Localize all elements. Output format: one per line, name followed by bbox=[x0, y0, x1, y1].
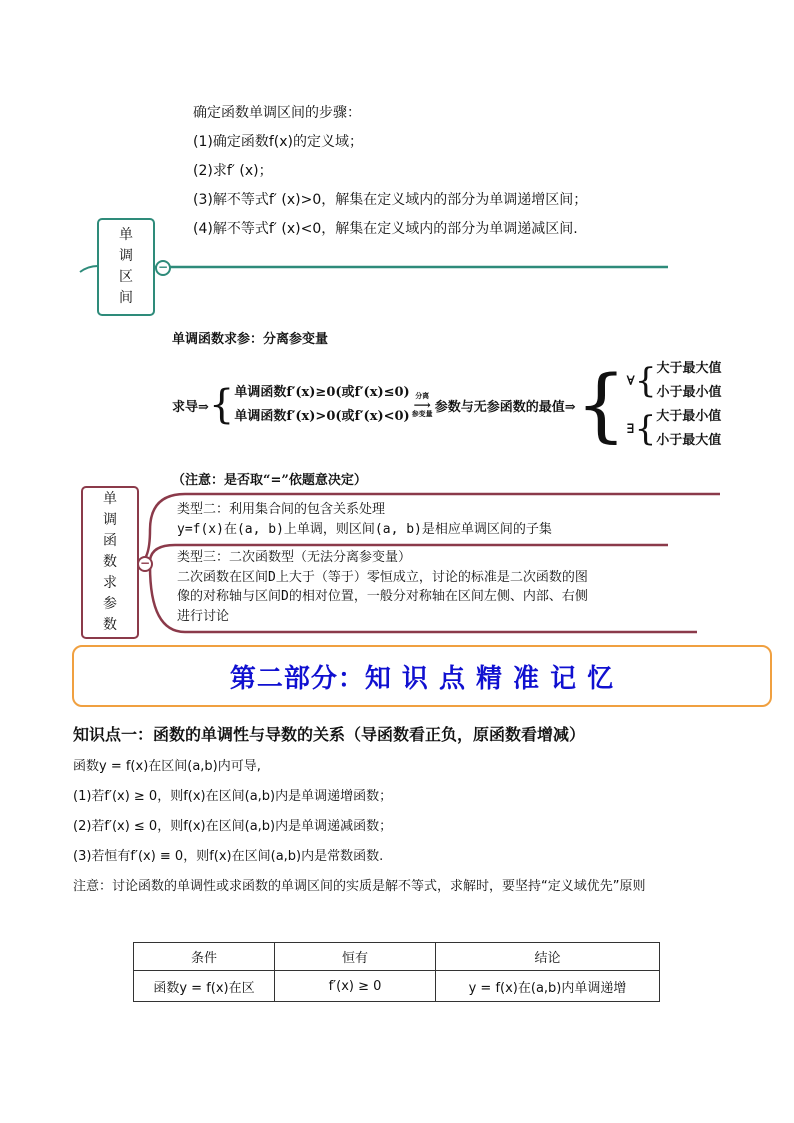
arrow: 分离 ⟶ 参变量 bbox=[411, 391, 433, 418]
node-char: 间 bbox=[119, 290, 133, 306]
arrow-label: 参变量 bbox=[411, 409, 433, 418]
type2-title: 类型二：利用集合间的包含关系处理 bbox=[177, 502, 386, 517]
node-char: 数 bbox=[103, 617, 117, 633]
kp1-line: (2)若f′(x) ≤ 0，则f(x)在区间(a,b)内是单调递减函数； bbox=[73, 819, 393, 834]
step-item: (3)解不等式f′ (x)>0，解集在定义域内的部分为单调递增区间； bbox=[193, 192, 588, 208]
table-header-row bbox=[134, 943, 660, 971]
summary-table bbox=[133, 942, 660, 1002]
type3-text: 像的对称轴与区间D的相对位置，一般分对称轴在区间左侧、内部、右侧 bbox=[177, 589, 588, 604]
node-char: 求 bbox=[103, 575, 117, 591]
param-note: （注意：是否取“=”依题意决定） bbox=[172, 473, 367, 488]
kp1-heading: 知识点一：函数的单调性与导数的关系（导函数看正负，原函数看增减） bbox=[73, 725, 586, 744]
arrow-label: 分离 bbox=[415, 391, 430, 400]
section-banner: 第二部分：知 识 点 精 准 记 忆 bbox=[72, 645, 772, 707]
collapse-toggle-icon[interactable]: − bbox=[155, 260, 171, 276]
case: 单调函数f′(x)≥0(或f′(x)≤0) bbox=[234, 385, 410, 400]
kp1-line: (3)若恒有f′(x) ≡ 0，则f(x)在区间(a,b)内是常数函数. bbox=[73, 849, 384, 864]
kp1-body bbox=[73, 752, 645, 902]
node-char: 单 bbox=[119, 227, 133, 243]
formula-lead: 求导⇒ bbox=[172, 399, 209, 415]
step-item: (1)确定函数f(x)的定义域； bbox=[193, 134, 363, 150]
table-header: 恒有 bbox=[275, 943, 436, 971]
node-char: 调 bbox=[103, 512, 117, 528]
case: 小于最小值 bbox=[656, 385, 722, 400]
case: 单调函数f′(x)>0(或f′(x)<0) bbox=[234, 409, 410, 424]
table-cell: 函数y = f(x)在区 bbox=[134, 971, 275, 1002]
node-char: 数 bbox=[103, 554, 117, 570]
param-formula bbox=[172, 350, 722, 460]
kp1-line: 函数y = f(x)在区间(a,b)内可导, bbox=[73, 759, 261, 774]
case: 大于最大值 bbox=[656, 361, 722, 376]
cases bbox=[234, 381, 409, 429]
node-monotonic-param[interactable] bbox=[81, 486, 139, 639]
node-monotonic-interval[interactable] bbox=[97, 218, 155, 316]
type3-text: 进行讨论 bbox=[177, 608, 230, 624]
brace-icon: { bbox=[575, 358, 627, 451]
exists: ∃ bbox=[626, 421, 635, 437]
type2-text: y=f(x)在(a, b)上单调，则区间(a, b)是相应单调区间的子集 bbox=[177, 522, 552, 537]
step-item: (2)求f′ (x)； bbox=[193, 163, 273, 179]
kp1-line: (1)若f′(x) ≥ 0，则f(x)在区间(a,b)内是单调递增函数； bbox=[73, 789, 393, 804]
case: 大于最小值 bbox=[656, 409, 722, 424]
table-row bbox=[134, 971, 660, 1002]
table-header: 结论 bbox=[436, 943, 660, 971]
node-char: 单 bbox=[103, 491, 117, 507]
brace-icon: { bbox=[208, 382, 235, 428]
forall: ∀ bbox=[626, 373, 635, 389]
steps-title: 确定函数单调区间的步骤： bbox=[193, 105, 361, 121]
type3-title: 类型三：二次函数型（无法分离参变量） bbox=[177, 550, 412, 565]
type3-text: 二次函数在区间D上大于（等于）零恒成立，讨论的标准是二次函数的图 bbox=[177, 569, 588, 585]
node-char: 函 bbox=[103, 533, 117, 549]
collapse-toggle-icon[interactable]: − bbox=[137, 556, 153, 572]
step-item: (4)解不等式f′ (x)<0，解集在定义域内的部分为单调递减区间. bbox=[193, 221, 578, 237]
table-header: 条件 bbox=[134, 943, 275, 971]
table-cell: f′(x) ≥ 0 bbox=[275, 971, 436, 1002]
node-char: 区 bbox=[119, 269, 133, 285]
type2-block bbox=[177, 500, 552, 540]
case: 小于最大值 bbox=[656, 433, 722, 448]
quantifier-cases: ∀ { 大于最大值 小于最小值 ∃ { 大于最小值 小于最大值 bbox=[627, 357, 722, 453]
node-char: 参 bbox=[103, 596, 117, 612]
param-title: 单调函数求参：分离参变量 bbox=[172, 332, 329, 347]
type3-block bbox=[177, 548, 588, 626]
node-char: 调 bbox=[119, 248, 133, 264]
formula-result: 参数与无参函数的最值⇒ bbox=[434, 399, 576, 415]
table-cell: y = f(x)在(a,b)内单调递增 bbox=[436, 971, 660, 1002]
kp1-line: 注意：讨论函数的单调性或求函数的单调区间的实质是解不等式，求解时，要坚持“定义域优先”原则 bbox=[73, 879, 646, 894]
